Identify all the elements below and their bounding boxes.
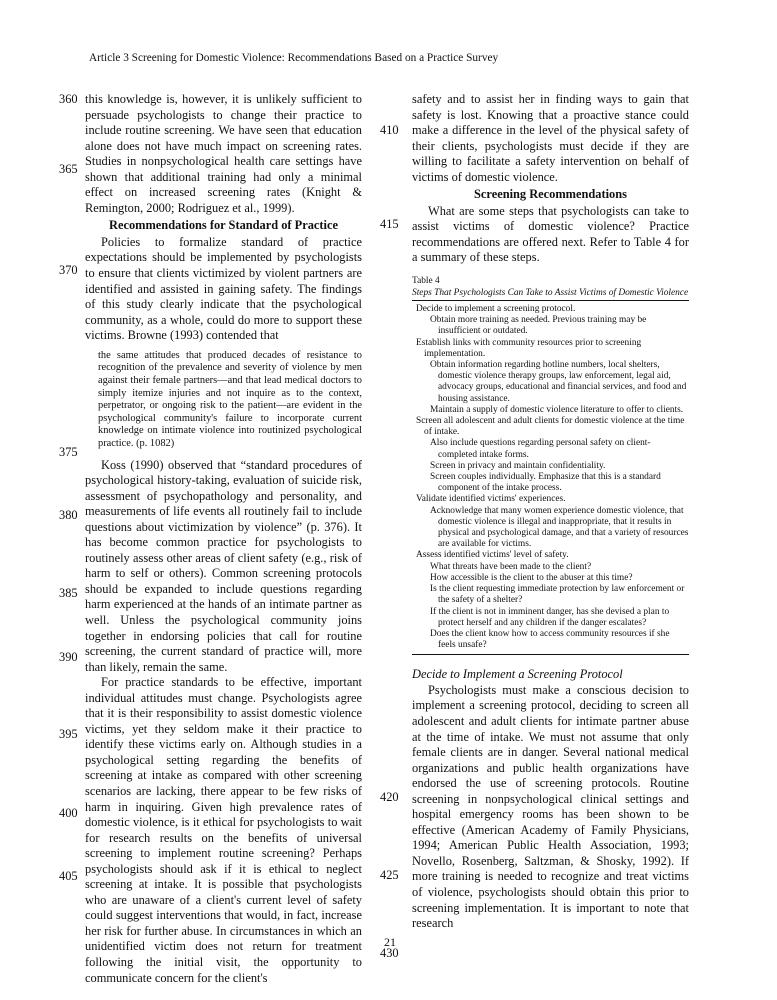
line-number: 410 — [380, 123, 399, 137]
table-subitem: If the client is not in imminent danger, has she devised a plan to protect herself and any children if the danger escalates? — [430, 606, 670, 628]
line-number: 375 — [59, 445, 78, 459]
table-item: Decide to implement a screening protocol. — [416, 304, 576, 315]
paragraph: Psychologists must make a conscious decision to implement a screening protocol, deciding to screen all adolescent and adult clients for intimate partner abuse at the time of intake. We must not assume that only female clients are in danger. Several national medical organizations and public health organizations have endorsed the use of screening protocols. Routine screening in nonpsychological clinical settings and hospital emergency rooms has been shown to be effective (American Academy of Family Physicians, 1994; American Public Health Association, 1993; Novello, Rosenberg, Saltzman, & Shosky, 1992). If more training is needed to recognize and treat victims of violence, psychologists should obtain this prior to screening implementation. It is important to note that research — [412, 682, 689, 931]
block-quote: the same attitudes that produced decades of resistance to recognition of the prevalence and severity of violence by men against their female partners—and that lead medical doctors to simply itemize injuries and not inquire as to the context, perpetrator, or ongoing risk to the patient—are evident in the psychological community's failure to incorporate current knowledge on intimate violence into routinized psychological practice. (p. 1082) — [98, 349, 362, 449]
paragraph: For practice standards to be effective, important individual attitudes must change. Psychologists agree that it is their responsibility to assist domestic violence victims, yet they seldom make it their practice to identify these victims early on. Although studies in a psychological setting regarding the benefits of screening at intake as compared with other screening scenarios are lacking, there appear to be few risks of harm in inquiring. Given high prevalence rates of domestic violence, is it ethical for psychologists to wait for research results on the benefits of universal screening to implement routine screening? Perhaps psychologists should ask if it is ethical to neglect screening at intake. It is possible that psychologists who are unaware of a client's current level of safety could suggest interventions that would, in fact, increase her risk for further abuse. In circumstances in which an unidentified victim does not return for treatment following the initial visit, the opportunity to communicate concern for the client's — [85, 675, 362, 985]
line-number: 420 — [380, 790, 399, 804]
running-header: Article 3 Screening for Domestic Violence: Recommendations Based on a Practice Survey — [89, 52, 499, 64]
line-number: 415 — [380, 217, 399, 231]
subsection-heading: Decide to Implement a Screening Protocol — [412, 667, 623, 682]
table-subitem: How accessible is the client to the abuser at this time? — [430, 572, 633, 583]
table-subitem: Is the client requesting immediate protection by law enforcement or the safety of a shelter? — [430, 584, 685, 606]
line-number: 385 — [59, 586, 78, 600]
table-item: Validate identified victims' experiences. — [416, 494, 566, 505]
line-number: 365 — [59, 162, 78, 176]
table-subitem: Obtain more training as needed. Previous training may be insufficient or outdated. — [430, 315, 647, 337]
line-number: 405 — [59, 869, 78, 883]
table-subitem: Acknowledge that many women experience domestic violence, that domestic violence is illegal and inappropriate, that it results in physical and psychological damage, and that a variety of resources are available for victims. — [430, 505, 689, 550]
paragraph: Koss (1990) observed that “standard procedures of psychological history-taking, evaluation of suicide risk, assessment of psychopathology and personality, and measurements of life events all routinely fail to include questions about victimization by violence” (p. 376). It has become common practice for psychologists to routinely assess other areas of client safety (e.g., risk of harm to self or others). Common screening protocols should be expanded to include questions regarding harm experienced at the hands of an intimate partner as well. Unless the psychological community joins together in endorsing policies that call for routine screening, the current standard of practice will, more than likely, remain the same. — [85, 457, 362, 674]
line-number: 425 — [380, 868, 399, 882]
line-number: 400 — [59, 806, 78, 820]
table-subitem: Maintain a supply of domestic violence literature to offer to clients. — [430, 404, 684, 415]
section-heading: Screening Recommendations — [474, 187, 627, 202]
table-subitem: Does the client know how to access community resources if she feels unsafe? — [430, 628, 670, 651]
table-subitem: Also include questions regarding personal safety on client-completed intake forms. — [430, 438, 651, 460]
paragraph: Policies to formalize standard of practice expectations should be implemented by psychologists to ensure that clients victimized by violent partners are identified and assisted in gaining safety. The findings of this study clearly indicate that the psychological community, as a whole, could do more to support these victims. Browne (1993) contended that — [85, 234, 362, 343]
line-number: 370 — [59, 263, 78, 277]
table-subitem: Screen couples individually. Emphasize that this is a standard component of the intake process. — [430, 472, 661, 494]
table-item: Establish links with community resources prior to screening implementation. — [416, 337, 642, 359]
table-item: Screen all adolescent and adult clients for domestic violence at the time of intake. — [416, 416, 685, 438]
paragraph: safety and to assist her in finding ways to gain that safety is lost. Knowing that a proactive stance could make a difference in the level of the physical safety of their clients, psychologists must decide if they are willing to facilitate a safety intervention on behalf of victims of domestic violence. — [412, 92, 689, 184]
line-number: 360 — [59, 92, 78, 106]
table-label: Table 4 — [412, 276, 440, 287]
table-subitem: Obtain information regarding hotline numbers, local shelters, domestic violence therapy groups, law enforcement, legal aid, advocacy groups, educational and financial services, and food and housing assistance. — [430, 360, 687, 404]
table-4 — [412, 276, 689, 655]
line-number: 390 — [59, 650, 78, 664]
table-item: Assess identified victims' level of safety. — [416, 550, 569, 561]
table-title: Steps That Psychologists Can Take to Assist Victims of Domestic Violence — [412, 288, 689, 302]
paragraph: this knowledge is, however, it is unlikely sufficient to persuade psychologists to change their practice to include routine screening. We have seen that education alone does not have much impact on screening rates. Studies in nonpsychological health care settings have shown that additional training had only a minimal effect on increased screening rates (Knight & Remington, 2000; Rodriguez et al., 1999). — [85, 92, 362, 215]
table-body — [412, 301, 689, 655]
section-heading: Recommendations for Standard of Practice — [109, 218, 338, 233]
left-column — [59, 92, 362, 986]
line-number: 380 — [59, 508, 78, 522]
table-subitem: What threats have been made to the client? — [430, 561, 592, 572]
paragraph: What are some steps that psychologists can take to assist victims of domestic violence? Practice recommendations are offered next. Refer to Table 4 for a summary of these steps. — [412, 203, 689, 265]
table-subitem: Screen in privacy and maintain confidentiality. — [430, 460, 606, 471]
page-number: 21 — [384, 935, 396, 949]
line-number: 430 — [380, 946, 399, 960]
line-number: 395 — [59, 727, 78, 741]
